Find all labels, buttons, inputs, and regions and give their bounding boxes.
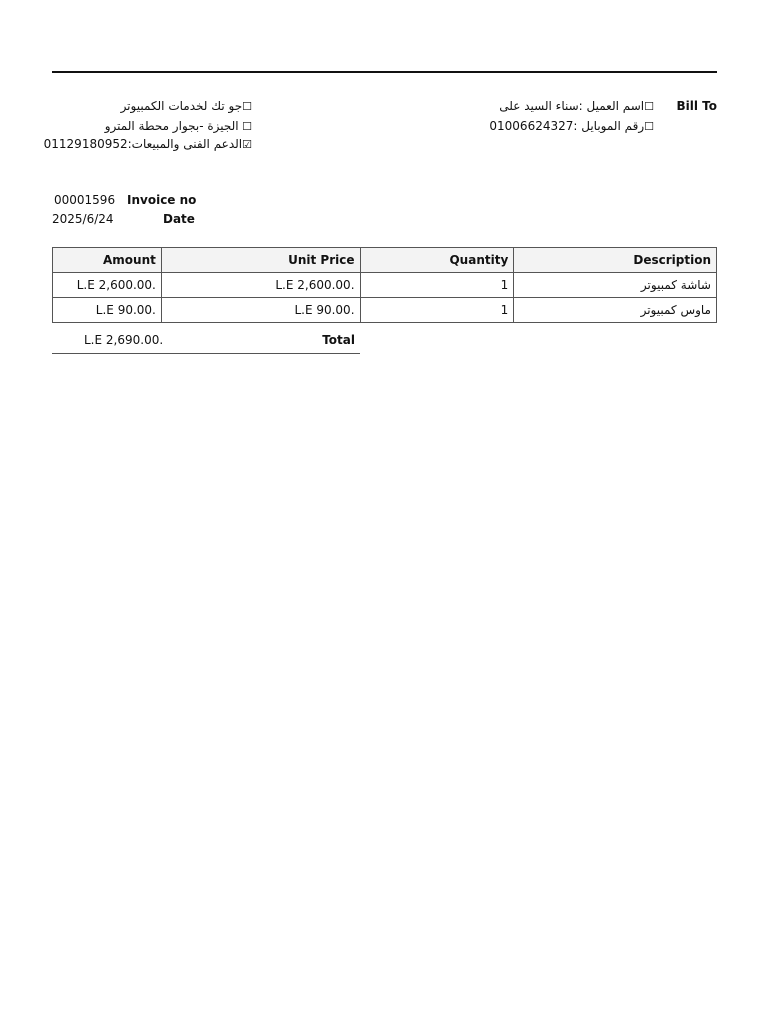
bill-to-label: Bill To [676,99,717,113]
invoice-date: 2025/6/24 [52,212,114,226]
customer-mobile-line [489,119,654,134]
header-unit-price: Unit Price [161,248,360,273]
checkbox-empty-icon: ☐ [644,100,654,113]
table-row [53,298,717,323]
total-label: Total [322,333,355,347]
checkbox-empty-icon: ☐ [238,120,252,133]
total-row [52,327,360,354]
customer-mobile: رقم الموبايل :01006624327 [489,119,645,133]
company-name: جو تك لخدمات الكمبيوتر [120,99,243,113]
company-support-line [44,137,252,152]
header-quantity: Quantity [360,248,514,273]
company-name-line [121,99,252,114]
company-address: الجيزة -بجوار محطة المترو [104,119,239,133]
invoice-number: 00001596 [54,193,116,207]
table-row [53,273,717,298]
table-header-row [53,248,717,273]
cell-unit-price: L.E 2,600.00. [161,273,360,298]
customer-name-line [499,99,654,114]
checkbox-empty-icon: ☐ [242,100,252,113]
checkbox-checked-icon: ☑ [242,138,252,151]
cell-description: شاشة كمبيوتر [514,273,717,298]
header-description: Description [514,248,717,273]
total-amount: L.E 2,690.00. [84,333,164,347]
cell-unit-price: L.E 90.00. [161,298,360,323]
invoice-date-label: Date [163,212,195,226]
cell-amount: L.E 90.00. [53,298,162,323]
cell-quantity: 1 [360,273,514,298]
invoice-number-label: Invoice no [127,193,197,207]
cell-amount: L.E 2,600.00. [53,273,162,298]
header-amount: Amount [53,248,162,273]
top-divider [52,71,717,73]
company-support: الدعم الفنى والمبيعات:01129180952 [43,137,243,151]
company-address-line [105,119,252,134]
customer-name: اسم العميل :سناء السيد على [499,99,645,113]
cell-description: ماوس كمبيوتر [514,298,717,323]
items-table [52,247,717,323]
cell-quantity: 1 [360,298,514,323]
checkbox-empty-icon: ☐ [644,120,654,133]
